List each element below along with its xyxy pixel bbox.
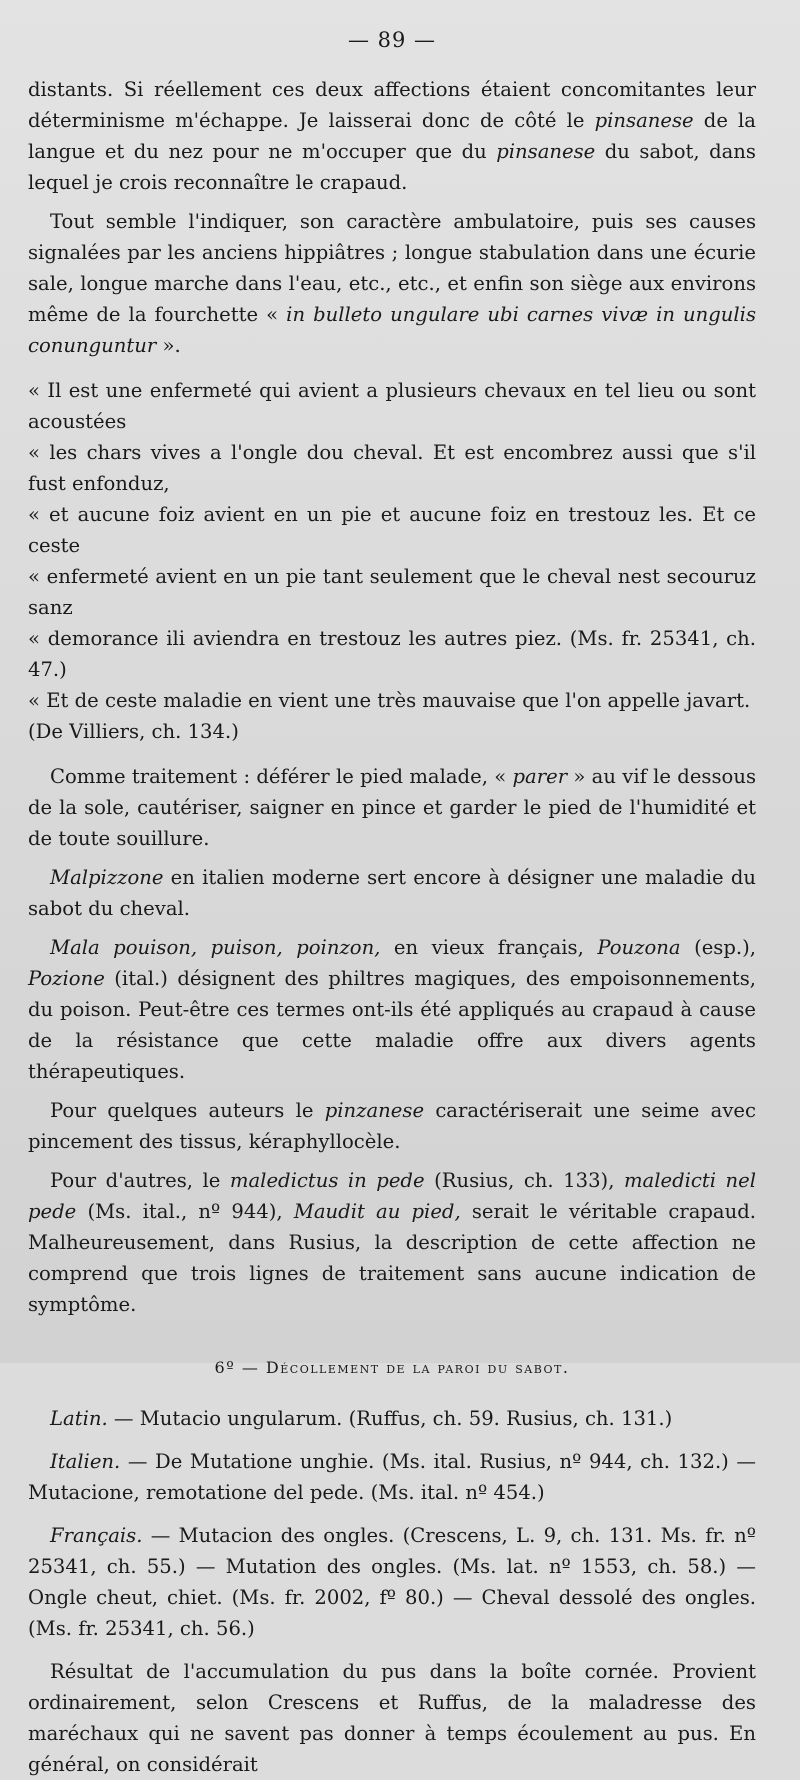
italic-term: Pouzona [597,936,681,959]
section-heading [28,1358,756,1377]
reference-list [28,1403,756,1644]
italic-term: Latin. [50,1407,108,1430]
quote-line: « Et de ceste maladie en vient une très mauvaise que l'on appelle javart. [28,689,751,712]
quote-line: « Il est une enfermeté qui avient a plusieurs chevaux en tel lieu ou sont acoustées [28,379,756,433]
italic-term: Maudit au pied, [293,1200,461,1223]
section-number: 6º [214,1358,236,1377]
quote-line: « demorance ili aviendra en trestouz les autres piez. (Ms. fr. 25341, ch. 47.) [28,627,756,681]
body-text-top [28,74,756,361]
paragraph: Tout semble l'indiquer, son caractère ambulatoire, puis ses causes signalées par les anciens hippiâtres ; longue stabulation dans une écurie sale, longue marche dans l'eau, etc., etc., et enfin son siège aux environs même de la fourchette « in bulleto ungulare ubi carnes vivæ in ungulis conunguntur ». [28,210,756,357]
paragraph: Mala pouison, puison, poinzon, en vieux français, Pouzona (esp.), Pozione (ital.) désignent des philtres magiques, des empoisonnements, du poison. Peut-être ces termes ont-ils été appliqués au crapaud à cause de la résistance que cette maladie offre aux divers agents thérapeutiques. [28,936,757,1083]
italic-term: Italien. [50,1450,121,1473]
italic-term: Malpizzone [50,866,164,889]
quote-line: « et aucune foiz avient en un pie et aucune foiz en trestouz les. Et ce ceste [28,503,756,557]
paragraph: Malpizzone en italien moderne sert encore à désigner une maladie du sabot du cheval. [28,866,756,920]
reference-entry: Français. — Mutacion des ongles. (Crescens, L. 9, ch. 131. Ms. fr. nº 25341, ch. 55.) — Mutation des ongles. (Ms. lat. nº 1553, ch. 58.) — Ongle cheut, chiet. (Ms. fr. 2002, fº 80.) — Cheval dessolé des ongles. (Ms. fr. 25341, ch. 56.) [28,1524,756,1640]
italic-term: Pozione [28,967,105,990]
italic-term: Mala pouison, puison, poinzon, [50,936,381,959]
page-number: — 89 — [347,28,437,52]
reference-entry: Latin. — Mutacio ungularum. (Ruffus, ch. 59. Rusius, ch. 131.) [50,1407,673,1430]
body-text-middle [28,761,756,1320]
italic-term: pinsanese [594,109,694,132]
italic-term: parer [512,765,568,788]
paragraph: Pour quelques auteurs le pinzanese caractériserait une seime avec pincement des tissus, kéraphyllocèle. [28,1099,756,1153]
italic-term: pinzanese [324,1099,425,1122]
italic-term: in bulleto ungulare ubi carnes vivæ in ungulis conunguntur [28,303,756,357]
italic-term: maledictus in pede [229,1169,425,1192]
paragraph: Comme traitement : déférer le pied malade, « parer » au vif le dessous de la sole, cautériser, saigner en pince et garder le pied de l'humidité et de toute souillure. [28,765,757,850]
body-text-bottom [28,1656,756,1780]
quote-line: « enfermeté avient en un pie tant seulement que le cheval nest secouruz sanz [28,565,756,619]
italic-term: maledicti nel pede [28,1169,756,1223]
paragraph: Pour d'autres, le maledictus in pede (Rusius, ch. 133), maledicti nel pede (Ms. ital., nº 944), Maudit au pied, serait le véritable crapaud. Malheureusement, dans Rusius, la description de cette affection ne comprend que trois lignes de traitement sans aucune indication de symptôme. [28,1169,757,1316]
quote-line: « les chars vives a l'ongle dou cheval. Et est encombrez aussi que s'il fust enfonduz, [28,441,756,495]
paragraph: distants. Si réellement ces deux affections étaient concomitantes leur déterminisme m'échappe. Je laisserai donc de côté le pinsanese de la langue et du nez pour ne m'occuper que du pinsanese du sabot, dans lequel je crois reconnaître le crapaud. [28,78,756,194]
block-quote [28,375,756,747]
italic-term: pinsanese [496,140,596,163]
quote-line: (De Villiers, ch. 134.) [28,720,239,743]
section-title: — Décollement de la paroi du sabot. [241,1358,570,1377]
italic-term: Français. [50,1524,143,1547]
reference-entry: Italien. — De Mutatione unghie. (Ms. ital. Rusius, nº 944, ch. 132.) — Mutacione, remotatione del pede. (Ms. ital. nº 454.) [28,1450,756,1504]
paragraph: Résultat de l'accumulation du pus dans la boîte cornée. Provient ordinairement, selon Crescens et Ruffus, de la maladresse des maréchaux qui ne savent pas donner à temps écoulement au pus. En général, on considérait [28,1660,756,1776]
